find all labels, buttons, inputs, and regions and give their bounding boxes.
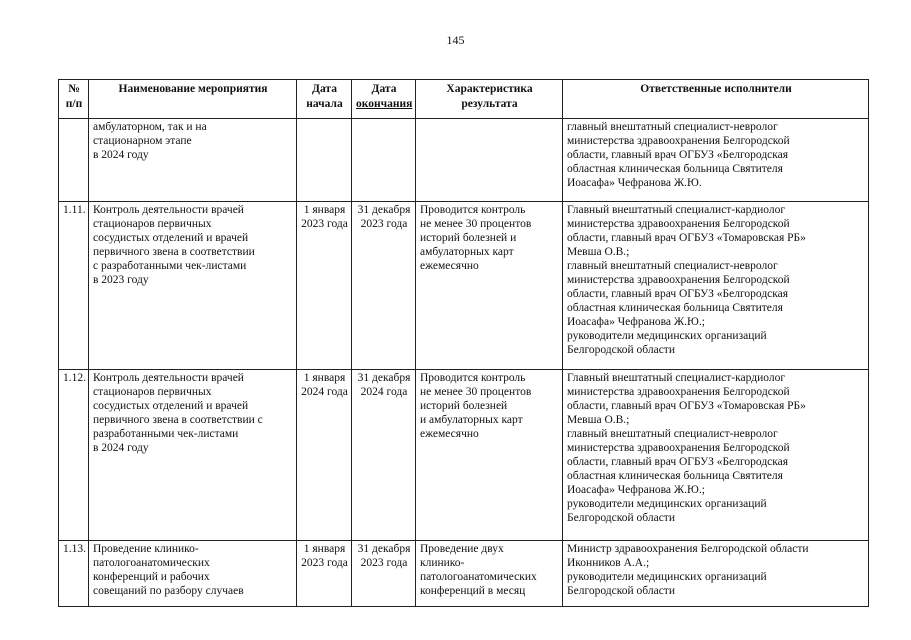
text-line: 2024 года bbox=[360, 386, 408, 398]
cell-number bbox=[59, 541, 89, 607]
text-line: Иоасафа» Чефранова Ж.Ю. bbox=[567, 177, 702, 189]
table-row bbox=[59, 541, 869, 607]
cell-activity-name bbox=[89, 202, 297, 370]
text-line: области, главный врач ОГБУЗ «Томаровская РБ» bbox=[567, 232, 806, 244]
cell-activity-name bbox=[89, 119, 297, 202]
header-activity-name: Наименование мероприятия bbox=[89, 80, 297, 119]
cell-activity-name bbox=[89, 541, 297, 607]
text-line: сосудистых отделений и врачей bbox=[93, 232, 249, 244]
header-result: Характеристика результата bbox=[416, 80, 563, 119]
text-line: Иоасафа» Чефранова Ж.Ю.; bbox=[567, 484, 705, 496]
text-line: Контроль деятельности врачей bbox=[93, 204, 244, 216]
cell-responsible bbox=[563, 370, 869, 541]
text-line: 1 января bbox=[303, 204, 346, 216]
text-line: сосудистых отделений и врачей bbox=[93, 400, 249, 412]
cell-responsible bbox=[563, 541, 869, 607]
cell-result bbox=[416, 119, 563, 202]
text-line: совещаний по разбору случаев bbox=[93, 585, 244, 597]
cell-end-date bbox=[352, 119, 416, 202]
text-line: области, главный врач ОГБУЗ «Томаровская РБ» bbox=[567, 400, 806, 412]
text-line: 1.13. bbox=[63, 543, 86, 555]
cell-number bbox=[59, 119, 89, 202]
table-header-row bbox=[59, 80, 869, 119]
text-line: конференций в месяц bbox=[420, 585, 526, 597]
text-line: ежемесячно bbox=[420, 260, 479, 272]
text-line: министерства здравоохранения Белгородской bbox=[567, 386, 790, 398]
text-line: главный внештатный специалист-невролог bbox=[567, 121, 778, 133]
text-line: не менее 30 процентов bbox=[420, 386, 532, 398]
text-line: министерства здравоохранения Белгородской bbox=[567, 218, 790, 230]
text-line: Главный внештатный специалист-кардиолог bbox=[567, 204, 786, 216]
text-line: Главный внештатный специалист-кардиолог bbox=[567, 372, 786, 384]
text-line: патологоанатомических bbox=[93, 557, 210, 569]
cell-result bbox=[416, 370, 563, 541]
text-line: разработанными чек-листами bbox=[93, 428, 239, 440]
text-line: Белгородской области bbox=[567, 512, 675, 524]
text-line: и амбулаторных карт bbox=[420, 414, 523, 426]
cell-result bbox=[416, 541, 563, 607]
text-line: стационарном этапе bbox=[93, 135, 192, 147]
text-line: 1.11. bbox=[63, 204, 86, 216]
text-line: в 2024 году bbox=[93, 442, 149, 454]
text-line: руководители медицинских организаций bbox=[567, 330, 767, 342]
text-line: амбулаторных карт bbox=[420, 246, 514, 258]
text-line: области, главный врач ОГБУЗ «Белгородская bbox=[567, 149, 789, 161]
text-line: областная клиническая больница Святителя bbox=[567, 302, 783, 314]
text-line: 31 декабря bbox=[357, 204, 411, 216]
cell-activity-name bbox=[89, 370, 297, 541]
text-line: 1.12. bbox=[63, 372, 86, 384]
text-line: Проведение двух bbox=[420, 543, 504, 555]
text-line: историй болезней и bbox=[420, 232, 517, 244]
text-line: Белгородской области bbox=[567, 585, 675, 597]
text-line: Проводится контроль bbox=[420, 372, 526, 384]
text-line: ежемесячно bbox=[420, 428, 479, 440]
text-line: Мевша О.В.; bbox=[567, 414, 630, 426]
cell-responsible bbox=[563, 202, 869, 370]
text-line: конференций и рабочих bbox=[93, 571, 210, 583]
text-line: 2023 года bbox=[301, 557, 348, 569]
cell-end-date bbox=[352, 370, 416, 541]
text-line: Министр здравоохранения Белгородской области bbox=[567, 543, 809, 555]
text-line: областная клиническая больница Святителя bbox=[567, 470, 783, 482]
text-line: областная клиническая больница Святителя bbox=[567, 163, 783, 175]
table-row bbox=[59, 119, 869, 202]
text-line: первичного звена в соответствии bbox=[93, 246, 255, 258]
cell-end-date bbox=[352, 202, 416, 370]
text-line: Мевша О.В.; bbox=[567, 246, 630, 258]
text-line: Контроль деятельности врачей bbox=[93, 372, 244, 384]
text-line: клинико- bbox=[420, 557, 465, 569]
text-line: Проводится контроль bbox=[420, 204, 526, 216]
text-line: 31 декабря bbox=[357, 543, 411, 555]
text-line: главный внештатный специалист-невролог bbox=[567, 428, 778, 440]
cell-end-date bbox=[352, 541, 416, 607]
text-line: амбулаторном, так и на bbox=[93, 121, 207, 133]
cell-number bbox=[59, 202, 89, 370]
text-line: 1 января bbox=[303, 543, 346, 555]
text-line: стационаров первичных bbox=[93, 386, 212, 398]
text-line: министерства здравоохранения Белгородской bbox=[567, 442, 790, 454]
text-line: патологоанатомических bbox=[420, 571, 537, 583]
cell-start-date bbox=[297, 202, 352, 370]
cell-result bbox=[416, 202, 563, 370]
cell-start-date bbox=[297, 541, 352, 607]
table-row bbox=[59, 370, 869, 541]
text-line: Белгородской области bbox=[567, 344, 675, 356]
text-line: 1 января bbox=[303, 372, 346, 384]
cell-number bbox=[59, 370, 89, 541]
text-line: 2024 года bbox=[301, 386, 348, 398]
text-line: Иоасафа» Чефранова Ж.Ю.; bbox=[567, 316, 705, 328]
cell-start-date bbox=[297, 370, 352, 541]
header-number: № п/п bbox=[59, 80, 89, 119]
header-start-date: Дата начала bbox=[297, 80, 352, 119]
text-line: в 2024 году bbox=[93, 149, 149, 161]
cell-responsible bbox=[563, 119, 869, 202]
text-line: министерства здравоохранения Белгородской bbox=[567, 135, 790, 147]
text-line: главный внештатный специалист-невролог bbox=[567, 260, 778, 272]
table-row bbox=[59, 202, 869, 370]
cell-start-date bbox=[297, 119, 352, 202]
text-line: министерства здравоохранения Белгородской bbox=[567, 274, 790, 286]
activities-table bbox=[58, 79, 869, 607]
text-line: 31 декабря bbox=[357, 372, 411, 384]
header-end-date: Дата окончания bbox=[352, 80, 416, 119]
text-line: не менее 30 процентов bbox=[420, 218, 532, 230]
text-line: 2023 года bbox=[301, 218, 348, 230]
text-line: руководители медицинских организаций bbox=[567, 498, 767, 510]
text-line: Проведение клинико- bbox=[93, 543, 199, 555]
text-line: области, главный врач ОГБУЗ «Белгородская bbox=[567, 456, 789, 468]
text-line: историй болезней bbox=[420, 400, 508, 412]
text-line: в 2023 году bbox=[93, 274, 149, 286]
text-line: стационаров первичных bbox=[93, 218, 212, 230]
header-responsible: Ответственные исполнители bbox=[563, 80, 869, 119]
text-line: с разработанными чек-листами bbox=[93, 260, 247, 272]
text-line: руководители медицинских организаций bbox=[567, 571, 767, 583]
text-line: первичного звена в соответствии с bbox=[93, 414, 263, 426]
text-line: области, главный врач ОГБУЗ «Белгородская bbox=[567, 288, 789, 300]
text-line: 2023 года bbox=[360, 218, 408, 230]
text-line: 2023 года bbox=[360, 557, 408, 569]
page-number: 145 bbox=[446, 33, 465, 47]
text-line: Иконников А.А.; bbox=[567, 557, 650, 569]
